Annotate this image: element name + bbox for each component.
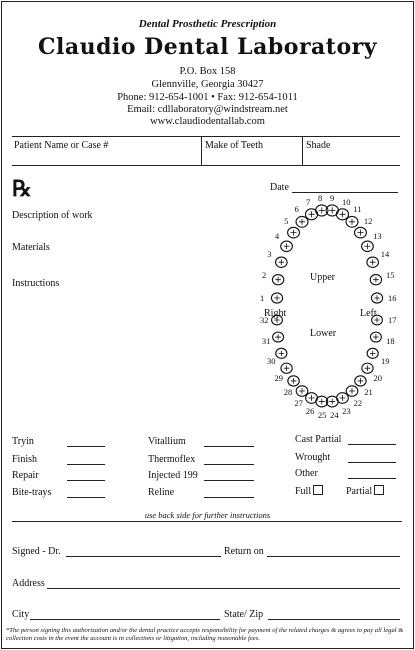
repair-label: Repair [12,470,39,481]
website-line: www.claudiodentallab.com [150,116,265,127]
tooth-crown-mark [365,243,371,249]
tooth-number-17: 17 [388,315,397,325]
tooth-number-12: 12 [363,216,373,227]
tooth-crown-mark [279,351,285,357]
return-on-line[interactable] [267,556,400,557]
tooth-crown-mark [329,399,335,405]
patient-name-field[interactable]: Patient Name or Case # [14,140,109,151]
shade-field[interactable]: Shade [306,140,331,151]
tooth-number-16: 16 [388,293,397,303]
tooth-crown-mark [278,259,284,265]
divider-2 [302,136,303,165]
rx-symbol: ℞ [12,176,32,201]
tooth-crown-mark [275,277,281,283]
rule-note [12,521,402,522]
tooth-number-9: 9 [330,192,335,203]
description-label: Description of work [12,210,93,221]
tooth-number-22: 22 [353,398,363,409]
full-checkbox[interactable] [313,485,323,495]
thermoflex-label: Thermoflex [148,454,196,465]
tooth-number-5: 5 [284,216,289,227]
address-line[interactable] [47,588,400,589]
bite-trays-label: Bite-trays [12,487,52,498]
tooth-number-29: 29 [274,373,284,384]
tooth-number-25: 25 [317,409,327,420]
tooth-crown-mark [358,378,364,384]
upper-label: Upper [310,272,335,283]
tooth-number-6: 6 [294,204,299,215]
address-line-2: Glennville, Georgia 30427 [151,79,264,90]
tooth-number-10: 10 [341,196,351,207]
tooth-number-27: 27 [294,398,303,409]
tooth-crown-mark [349,388,355,394]
tooth-number-31: 31 [261,336,271,347]
tooth-crown-mark [309,211,315,217]
tooth-crown-mark [373,277,379,283]
return-on-label: Return on [224,546,264,557]
form-subtitle: Dental Prosthetic Prescription [138,18,277,30]
tooth-number-26: 26 [305,405,315,416]
city-line[interactable] [30,619,220,620]
make-of-teeth-field[interactable]: Make of Teeth [205,140,263,151]
email-line: Email: cdllaboratory@windstream.net [127,104,288,115]
partial-option[interactable] [346,485,384,497]
tooth-crown-mark [374,295,380,301]
lab-name-title: Claudio Dental Laboratory [37,34,378,60]
wrought-label: Wrought [295,452,331,463]
tooth-number-32: 32 [260,315,269,325]
tooth-crown-mark [319,207,325,213]
tooth-number-11: 11 [353,204,362,215]
other-label: Other [295,468,318,479]
tooth-crown-mark [365,365,371,371]
other-line[interactable] [348,478,396,479]
bite-trays-line[interactable] [67,497,105,498]
tooth-number-20: 20 [373,373,382,384]
tooth-number-7: 7 [306,196,311,207]
full-option[interactable] [295,485,323,497]
tooth-number-13: 13 [373,231,382,242]
tooth-number-28: 28 [283,387,293,398]
tooth-crown-mark [340,395,346,401]
tooth-crown-mark [299,388,305,394]
vitallium-label: Vitallium [148,436,186,447]
date-input-line[interactable] [292,192,398,193]
tooth-crown-mark [274,295,280,301]
signed-label: Signed - Dr. [12,546,61,557]
tooth-crown-mark [339,211,345,217]
state-zip-line[interactable] [268,619,400,620]
finish-line[interactable] [67,464,105,465]
tooth-number-1: 1 [260,293,265,303]
tooth-number-2: 2 [261,270,267,281]
signature-line[interactable] [66,556,221,557]
tooth-crown-mark [319,399,325,405]
rule-bottom [12,165,400,166]
state-zip-label: State/ Zip [224,609,264,620]
reline-label: Reline [148,487,175,498]
tryin-line[interactable] [67,446,105,447]
tooth-crown-mark [291,378,297,384]
tooth-crown-mark [370,259,376,265]
repair-line[interactable] [67,480,105,481]
vitallium-line[interactable] [204,446,254,447]
tooth-number-15: 15 [386,270,395,281]
further-instructions-note: use back side for further instructions [144,510,271,520]
injected-line[interactable] [204,480,254,481]
tooth-number-30: 30 [267,356,276,367]
tooth-number-8: 8 [317,192,323,203]
lower-label: Lower [310,328,337,339]
right-label: Right [264,308,287,319]
tooth-crown-mark [309,395,315,401]
tooth-crown-mark [299,219,305,225]
partial-label: Partial [346,486,373,497]
address-label: Address [12,578,45,589]
full-label: Full [295,486,312,497]
thermoflex-line[interactable] [204,464,254,465]
cast-partial-label: Cast Partial [295,434,342,445]
injected-label: Injected 199 [148,470,198,481]
date-label: Date [270,182,289,193]
reline-line[interactable] [204,497,254,498]
tryin-label: Tryin [12,436,34,447]
tooth-number-21: 21 [364,387,373,398]
tooth-crown-mark [357,230,363,236]
phone-fax-line: Phone: 912-654-1001 • Fax: 912-654-1011 [117,92,298,103]
tooth-number-19: 19 [380,356,390,367]
address-line-1: P.O. Box 158 [179,66,236,77]
cast-partial-line[interactable] [348,444,396,445]
city-label: City [12,609,30,620]
tooth-crown-mark [329,207,335,213]
tooth-crown-mark [291,230,297,236]
rule-top [12,136,400,137]
tooth-crown-mark [373,334,378,339]
tooth-crown-mark [284,243,290,249]
materials-label: Materials [12,242,50,253]
finish-label: Finish [12,454,38,465]
wrought-line[interactable] [348,462,396,463]
tooth-number-4: 4 [274,231,280,242]
tooth-number-23: 23 [342,405,351,416]
instructions-label: Instructions [12,278,60,289]
partial-checkbox[interactable] [374,485,384,495]
tooth-crown-mark [284,365,290,371]
left-label: Left [360,308,377,319]
tooth-crown-mark [370,351,376,357]
liability-footnote: *The person signing this authorization and/or the dental practice accepts responsibility for payment of the related charges & agrees to pay all legal & collection costs in the event the account is in collections or litigation, including reasonable fees. [6,627,404,642]
tooth-number-3: 3 [267,249,272,260]
tooth-number-14: 14 [380,249,390,260]
tooth-crown-mark [275,334,280,339]
tooth-number-24: 24 [330,409,339,420]
tooth-crown-mark [349,219,355,225]
divider-1 [201,136,202,165]
tooth-number-18: 18 [386,336,395,347]
